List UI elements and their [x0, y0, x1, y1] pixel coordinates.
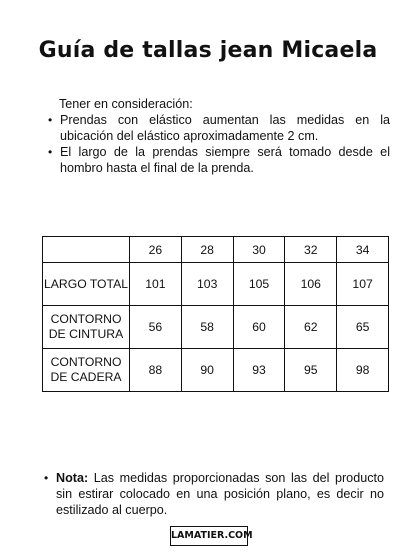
list-item: [48, 144, 390, 176]
size-header: 34: [337, 237, 389, 263]
considerations-heading: Tener en consideración:: [59, 97, 193, 111]
table-row: [43, 263, 389, 306]
size-header: 32: [285, 237, 337, 263]
table-cell: 105: [233, 263, 285, 306]
table-cell: 90: [181, 349, 233, 392]
table-cell: 93: [233, 349, 285, 392]
table-row: [43, 306, 389, 349]
note: [44, 470, 384, 518]
row-label: CONTORNO DE CINTURA: [43, 306, 130, 349]
table-corner-cell: [43, 237, 130, 263]
bullet-text: Prendas con elástico aumentan las medidas en la ubicación del elástico aproximadamente 2 cm.: [60, 113, 390, 143]
brand-logo: LAMATIER.COM: [170, 526, 248, 546]
bullet-text: El largo de la prendas siempre será tomado desde el hombro hasta el final de la prenda.: [60, 145, 390, 175]
row-label: CONTORNO DE CADERA: [43, 349, 130, 392]
table-cell: 95: [285, 349, 337, 392]
note-label: Nota:: [56, 471, 89, 485]
table-cell: 88: [130, 349, 182, 392]
table-cell: 106: [285, 263, 337, 306]
size-header: 28: [181, 237, 233, 263]
table-cell: 65: [337, 306, 389, 349]
bullet-icon: •: [48, 145, 53, 159]
row-label: LARGO TOTAL: [43, 263, 130, 306]
table-cell: 62: [285, 306, 337, 349]
table-header-row: [43, 237, 389, 263]
bullet-icon: •: [44, 471, 49, 485]
table-cell: 101: [130, 263, 182, 306]
list-item: [48, 112, 390, 144]
table-row: [43, 349, 389, 392]
table-cell: 60: [233, 306, 285, 349]
note-text: [56, 470, 384, 518]
table-cell: 98: [337, 349, 389, 392]
list-item: [44, 470, 384, 518]
page-title: Guía de tallas jean Micaela: [38, 38, 378, 63]
size-table: [42, 236, 389, 392]
considerations: [48, 96, 390, 176]
size-header: 30: [233, 237, 285, 263]
size-header: 26: [130, 237, 182, 263]
bullet-icon: •: [48, 113, 53, 127]
table-cell: 56: [130, 306, 182, 349]
table-cell: 103: [181, 263, 233, 306]
table-cell: 58: [181, 306, 233, 349]
note-body: Las medidas proporcionadas son las del producto sin estirar colocado en una posición plano, es decir no estilizado al cuerpo.: [56, 471, 384, 517]
table-cell: 107: [337, 263, 389, 306]
